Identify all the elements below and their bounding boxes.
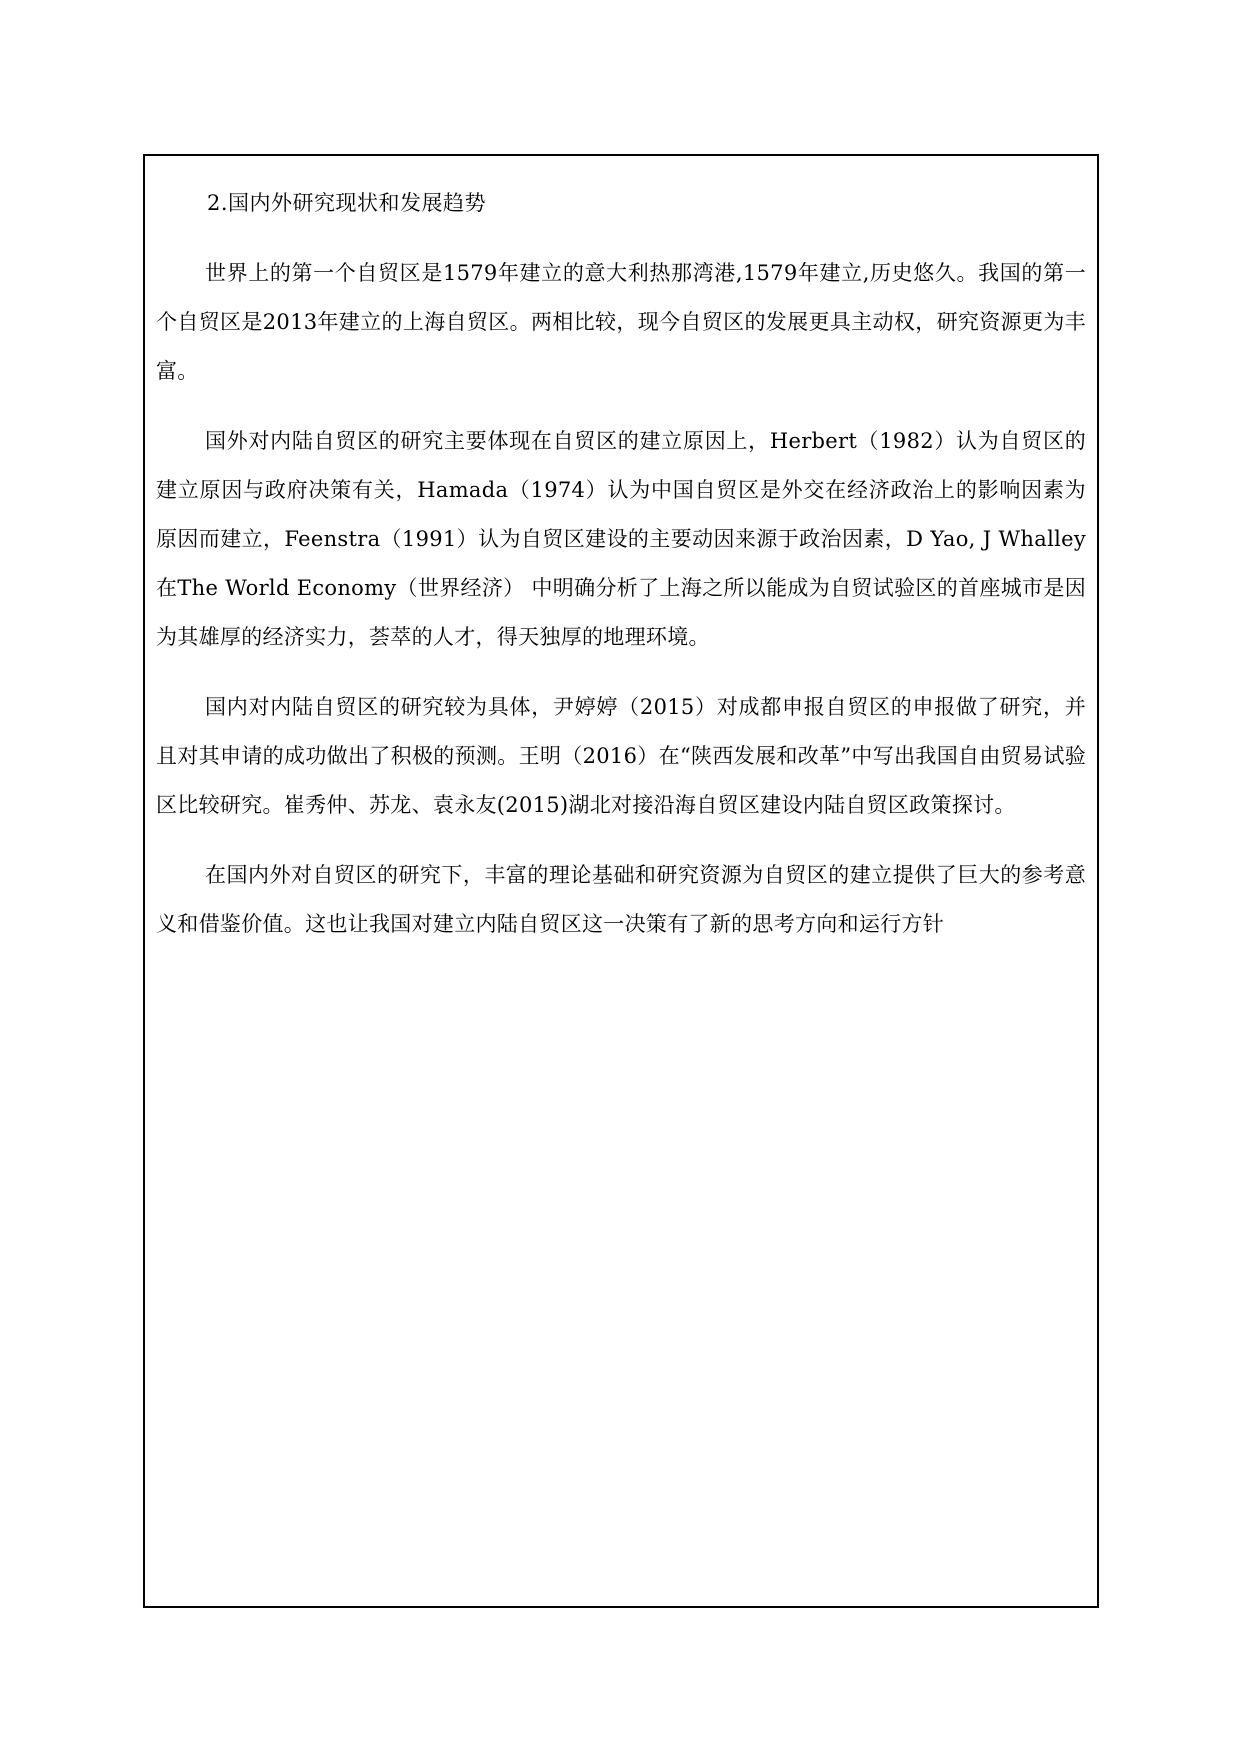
document-body [156,186,1086,949]
paragraph-history: 世界上的第一个自贸区是1579年建立的意大利热那湾港,1579年建立,历史悠久。我国的第一个自贸区是2013年建立的上海自贸区。两相比较，现今自贸区的发展更具主动权，研究资源更为丰富。 [156,261,1086,383]
section-heading: 2.国内外研究现状和发展趋势 [207,191,487,215]
paragraph-conclusion: 在国内外对自贸区的研究下，丰富的理论基础和研究资源为自贸区的建立提供了巨大的参考意义和借鉴价值。这也让我国对建立内陆自贸区这一决策有了新的思考方向和运行方针 [156,863,1086,936]
paragraph-foreign-research: 国外对内陆自贸区的研究主要体现在自贸区的建立原因上，Herbert（1982）认为自贸区的建立原因与政府决策有关，Hamada（1974）认为中国自贸区是外交在经济政治上的影响因素为原因而建立，Feenstra（1991）认为自贸区建设的主要动因来源于政治因素，D Yao, J Whalley在The World Economy（世界经济） 中明确分析了上海之所以能成为自贸试验区的首座城市是因为其雄厚的经济实力，荟萃的人才，得天独厚的地理环境。 [156,429,1086,649]
paragraph-domestic-research: 国内对内陆自贸区的研究较为具体，尹婷婷（2015）对成都申报自贸区的申报做了研究，并且对其申请的成功做出了积极的预测。王明（2016）在“陕西发展和改革”中写出我国自由贸易试验区比较研究。崔秀仲、苏龙、袁永友(2015)湖北对接沿海自贸区建设内陆自贸区政策探讨。 [156,695,1086,817]
